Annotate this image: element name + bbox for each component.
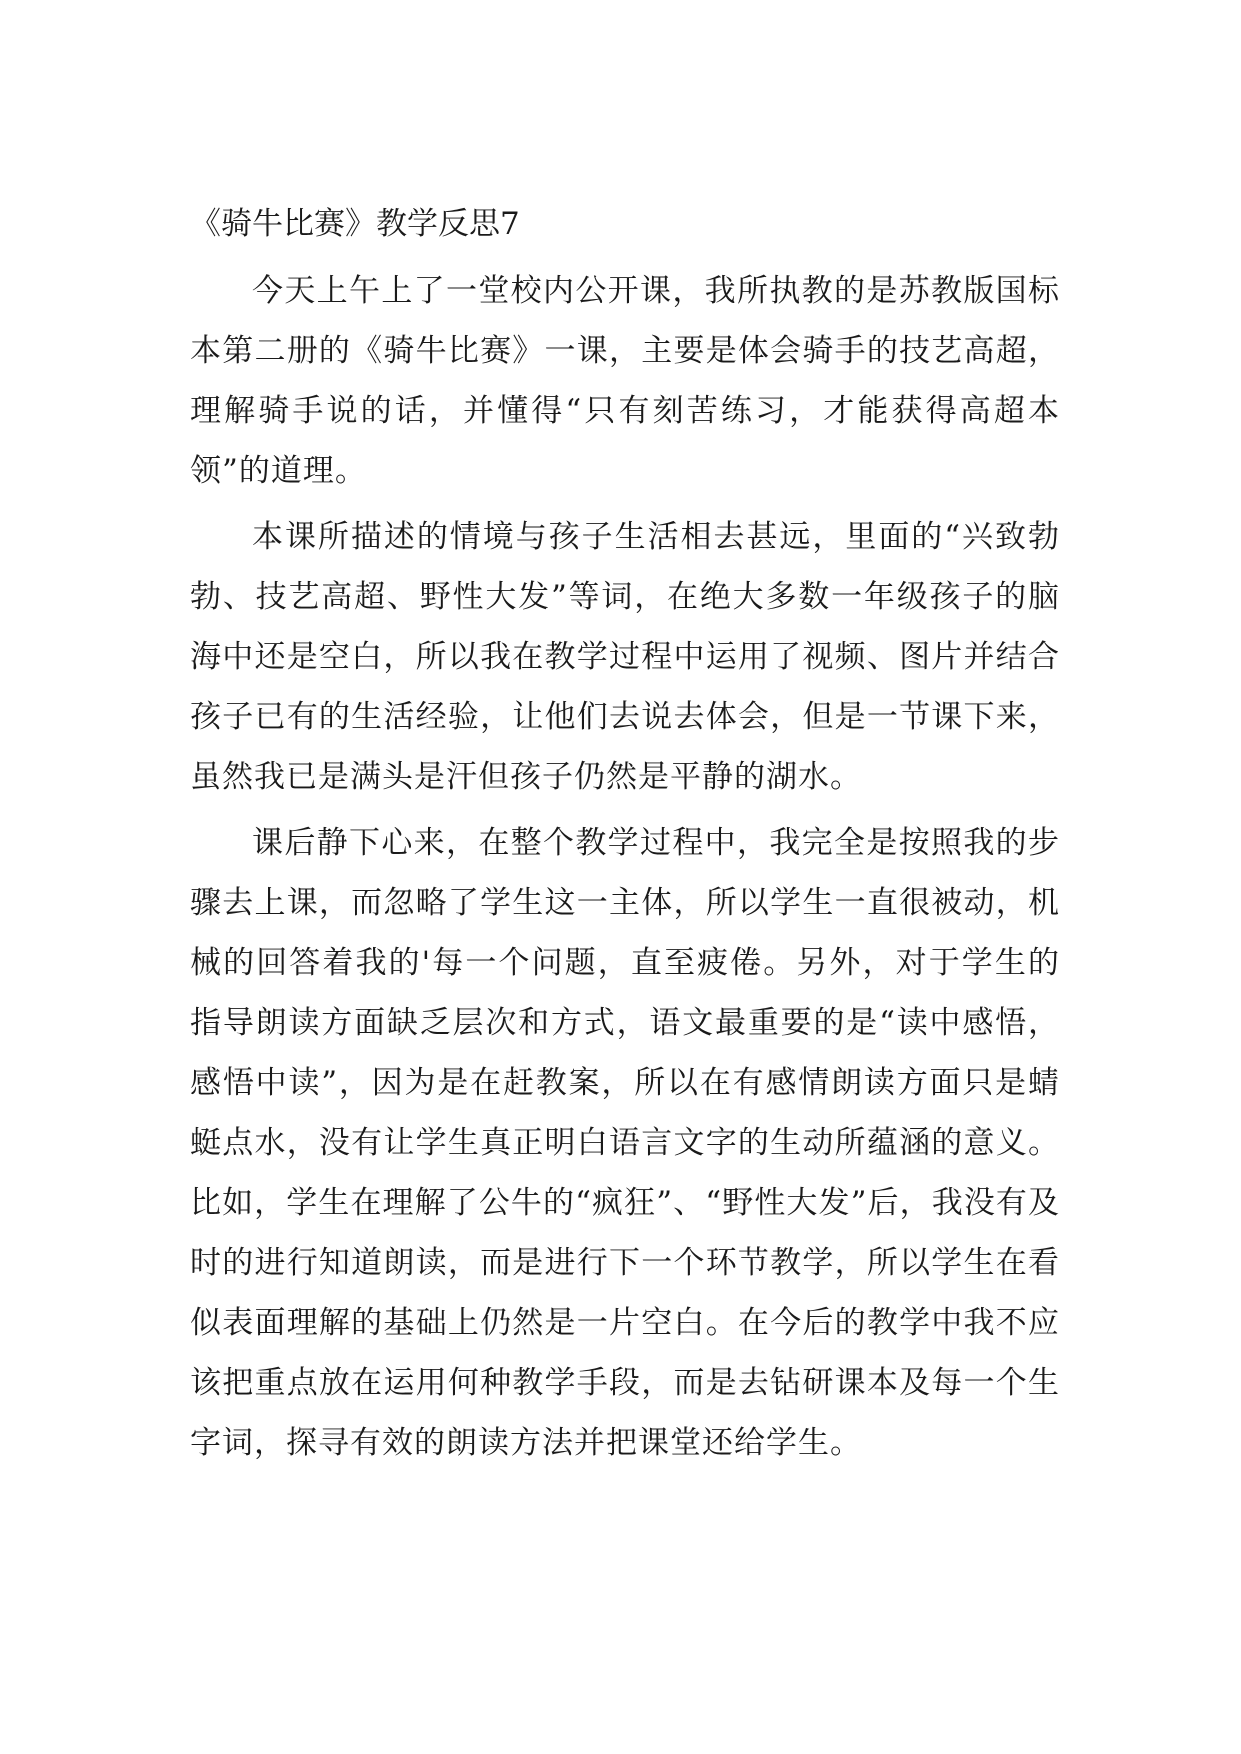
paragraph-1: 今天上午上了一堂校内公开课，我所执教的是苏教版国标本第二册的《骑牛比赛》一课，主要是体会骑手的技艺高超，理解骑手说的话，并懂得“只有刻苦练习，才能获得高超本领”的道理。	[190, 273, 1060, 489]
paragraph-3: 课后静下心来，在整个教学过程中，我完全是按照我的步骤去上课，而忽略了学生这一主体，所以学生一直很被动，机械的回答着我的'每一个问题，直至疲倦。另外，对于学生的指导朗读方面缺乏层次和方式，语文最重要的是“读中感悟，感悟中读”，因为是在赶教案，所以在有感情朗读方面只是蜻蜓点水，没有让学生真正明白语言文字的生动所蕴涵的意义。比如，学生在理解了公牛的“疯狂”、“野性大发”后，我没有及时的进行知道朗读，而是进行下一个环节教学，所以学生在看似表面理解的基础上仍然是一片空白。在今后的教学中我不应该把重点放在运用何种教学手段，而是去钻研课本及每一个生字词，探寻有效的朗读方法并把课堂还给学生。	[190, 825, 1060, 1461]
document-title: 《骑牛比赛》教学反思7	[190, 206, 520, 242]
document-body	[190, 196, 1060, 1479]
paragraph-2: 本课所描述的情境与孩子生活相去甚远，里面的“兴致勃勃、技艺高超、野性大发”等词，在绝大多数一年级孩子的脑海中还是空白，所以我在教学过程中运用了视频、图片并结合孩子已有的生活经验，让他们去说去体会，但是一节课下来，虽然我已是满头是汗但孩子仍然是平静的湖水。	[190, 519, 1060, 795]
